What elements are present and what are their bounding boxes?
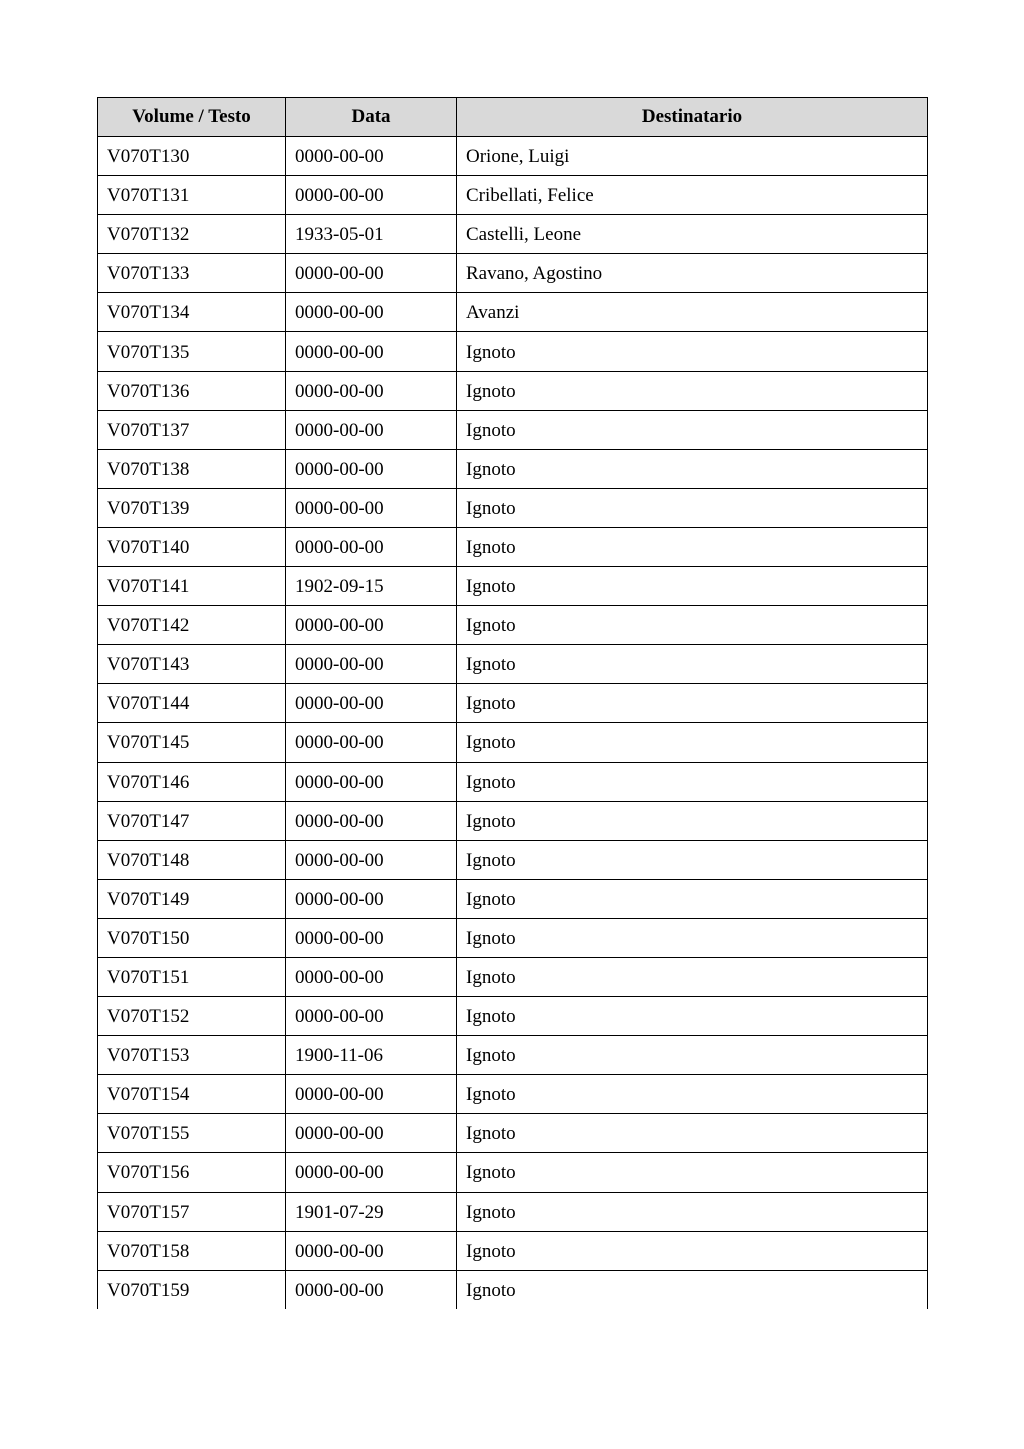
cell-volume-testo: V070T155 xyxy=(98,1114,286,1153)
table-row xyxy=(98,1192,928,1231)
cell-volume-testo: V070T157 xyxy=(98,1192,286,1231)
cell-volume-testo: V070T135 xyxy=(98,332,286,371)
cell-data: 0000-00-00 xyxy=(286,606,457,645)
table-row xyxy=(98,449,928,488)
table-header xyxy=(98,98,928,137)
cell-data: 0000-00-00 xyxy=(286,1231,457,1270)
cell-destinatario: Ignoto xyxy=(457,723,928,762)
table-row xyxy=(98,684,928,723)
cell-data: 1901-07-29 xyxy=(286,1192,457,1231)
table-row xyxy=(98,879,928,918)
cell-volume-testo: V070T143 xyxy=(98,645,286,684)
cell-data: 0000-00-00 xyxy=(286,176,457,215)
cell-volume-testo: V070T148 xyxy=(98,840,286,879)
table-row xyxy=(98,645,928,684)
cell-data: 0000-00-00 xyxy=(286,449,457,488)
cell-volume-testo: V070T149 xyxy=(98,879,286,918)
cell-destinatario: Avanzi xyxy=(457,293,928,332)
cell-volume-testo: V070T150 xyxy=(98,918,286,957)
cell-destinatario: Ignoto xyxy=(457,1114,928,1153)
cell-data: 0000-00-00 xyxy=(286,1270,457,1309)
cell-volume-testo: V070T132 xyxy=(98,215,286,254)
table-row xyxy=(98,1114,928,1153)
cell-destinatario: Ignoto xyxy=(457,606,928,645)
cell-volume-testo: V070T146 xyxy=(98,762,286,801)
cell-volume-testo: V070T142 xyxy=(98,606,286,645)
cell-destinatario: Ignoto xyxy=(457,762,928,801)
cell-data: 0000-00-00 xyxy=(286,488,457,527)
cell-destinatario: Ignoto xyxy=(457,997,928,1036)
cell-data: 0000-00-00 xyxy=(286,1114,457,1153)
cell-volume-testo: V070T153 xyxy=(98,1036,286,1075)
cell-volume-testo: V070T131 xyxy=(98,176,286,215)
table-row xyxy=(98,371,928,410)
cell-destinatario: Ignoto xyxy=(457,567,928,606)
cell-data: 0000-00-00 xyxy=(286,723,457,762)
cell-destinatario: Ignoto xyxy=(457,332,928,371)
cell-destinatario: Ignoto xyxy=(457,488,928,527)
cell-data: 0000-00-00 xyxy=(286,684,457,723)
cell-destinatario: Castelli, Leone xyxy=(457,215,928,254)
table-row xyxy=(98,254,928,293)
cell-data: 0000-00-00 xyxy=(286,254,457,293)
cell-volume-testo: V070T156 xyxy=(98,1153,286,1192)
table-row xyxy=(98,527,928,566)
cell-destinatario: Ignoto xyxy=(457,645,928,684)
cell-volume-testo: V070T159 xyxy=(98,1270,286,1309)
cell-destinatario: Ignoto xyxy=(457,371,928,410)
table-row xyxy=(98,488,928,527)
cell-data: 0000-00-00 xyxy=(286,410,457,449)
cell-destinatario: Ignoto xyxy=(457,957,928,996)
cell-destinatario: Ignoto xyxy=(457,410,928,449)
table-row xyxy=(98,137,928,176)
cell-volume-testo: V070T145 xyxy=(98,723,286,762)
cell-data: 0000-00-00 xyxy=(286,332,457,371)
table-row xyxy=(98,176,928,215)
cell-destinatario: Ignoto xyxy=(457,1270,928,1309)
cell-data: 0000-00-00 xyxy=(286,957,457,996)
table-row xyxy=(98,293,928,332)
cell-destinatario: Ignoto xyxy=(457,684,928,723)
cell-volume-testo: V070T147 xyxy=(98,801,286,840)
cell-data: 0000-00-00 xyxy=(286,527,457,566)
table-row xyxy=(98,567,928,606)
letters-table xyxy=(97,97,928,1309)
column-header-data: Data xyxy=(286,98,457,137)
table-row xyxy=(98,332,928,371)
header-row xyxy=(98,98,928,137)
cell-data: 1900-11-06 xyxy=(286,1036,457,1075)
table-row xyxy=(98,1270,928,1309)
cell-data: 0000-00-00 xyxy=(286,801,457,840)
cell-destinatario: Ignoto xyxy=(457,449,928,488)
cell-data: 0000-00-00 xyxy=(286,997,457,1036)
cell-volume-testo: V070T138 xyxy=(98,449,286,488)
cell-volume-testo: V070T154 xyxy=(98,1075,286,1114)
cell-data: 1933-05-01 xyxy=(286,215,457,254)
cell-volume-testo: V070T152 xyxy=(98,997,286,1036)
cell-destinatario: Ignoto xyxy=(457,1036,928,1075)
table-row xyxy=(98,918,928,957)
cell-destinatario: Ignoto xyxy=(457,1153,928,1192)
cell-destinatario: Ignoto xyxy=(457,1075,928,1114)
table-row xyxy=(98,840,928,879)
cell-data: 0000-00-00 xyxy=(286,645,457,684)
cell-volume-testo: V070T139 xyxy=(98,488,286,527)
cell-destinatario: Ravano, Agostino xyxy=(457,254,928,293)
table-row xyxy=(98,762,928,801)
cell-volume-testo: V070T136 xyxy=(98,371,286,410)
cell-destinatario: Cribellati, Felice xyxy=(457,176,928,215)
cell-destinatario: Ignoto xyxy=(457,1231,928,1270)
table-row xyxy=(98,606,928,645)
cell-data: 0000-00-00 xyxy=(286,137,457,176)
cell-data: 0000-00-00 xyxy=(286,1153,457,1192)
cell-data: 0000-00-00 xyxy=(286,762,457,801)
cell-volume-testo: V070T140 xyxy=(98,527,286,566)
table-row xyxy=(98,801,928,840)
cell-volume-testo: V070T133 xyxy=(98,254,286,293)
cell-volume-testo: V070T151 xyxy=(98,957,286,996)
cell-destinatario: Ignoto xyxy=(457,840,928,879)
cell-destinatario: Ignoto xyxy=(457,527,928,566)
table-body xyxy=(98,137,928,1310)
column-header-destinatario: Destinatario xyxy=(457,98,928,137)
cell-data: 0000-00-00 xyxy=(286,918,457,957)
cell-data: 0000-00-00 xyxy=(286,840,457,879)
cell-destinatario: Ignoto xyxy=(457,1192,928,1231)
cell-destinatario: Ignoto xyxy=(457,801,928,840)
table-row xyxy=(98,997,928,1036)
cell-destinatario: Ignoto xyxy=(457,879,928,918)
cell-volume-testo: V070T158 xyxy=(98,1231,286,1270)
cell-volume-testo: V070T137 xyxy=(98,410,286,449)
cell-data: 1902-09-15 xyxy=(286,567,457,606)
cell-volume-testo: V070T134 xyxy=(98,293,286,332)
cell-destinatario: Orione, Luigi xyxy=(457,137,928,176)
table-row xyxy=(98,723,928,762)
table-row xyxy=(98,1153,928,1192)
table-row xyxy=(98,1231,928,1270)
cell-volume-testo: V070T130 xyxy=(98,137,286,176)
cell-data: 0000-00-00 xyxy=(286,371,457,410)
table-row xyxy=(98,410,928,449)
cell-data: 0000-00-00 xyxy=(286,1075,457,1114)
cell-volume-testo: V070T141 xyxy=(98,567,286,606)
table-row xyxy=(98,215,928,254)
table-row xyxy=(98,1036,928,1075)
table-row xyxy=(98,957,928,996)
cell-data: 0000-00-00 xyxy=(286,293,457,332)
cell-destinatario: Ignoto xyxy=(457,918,928,957)
table-row xyxy=(98,1075,928,1114)
cell-data: 0000-00-00 xyxy=(286,879,457,918)
column-header-volume-testo: Volume / Testo xyxy=(98,98,286,137)
cell-volume-testo: V070T144 xyxy=(98,684,286,723)
